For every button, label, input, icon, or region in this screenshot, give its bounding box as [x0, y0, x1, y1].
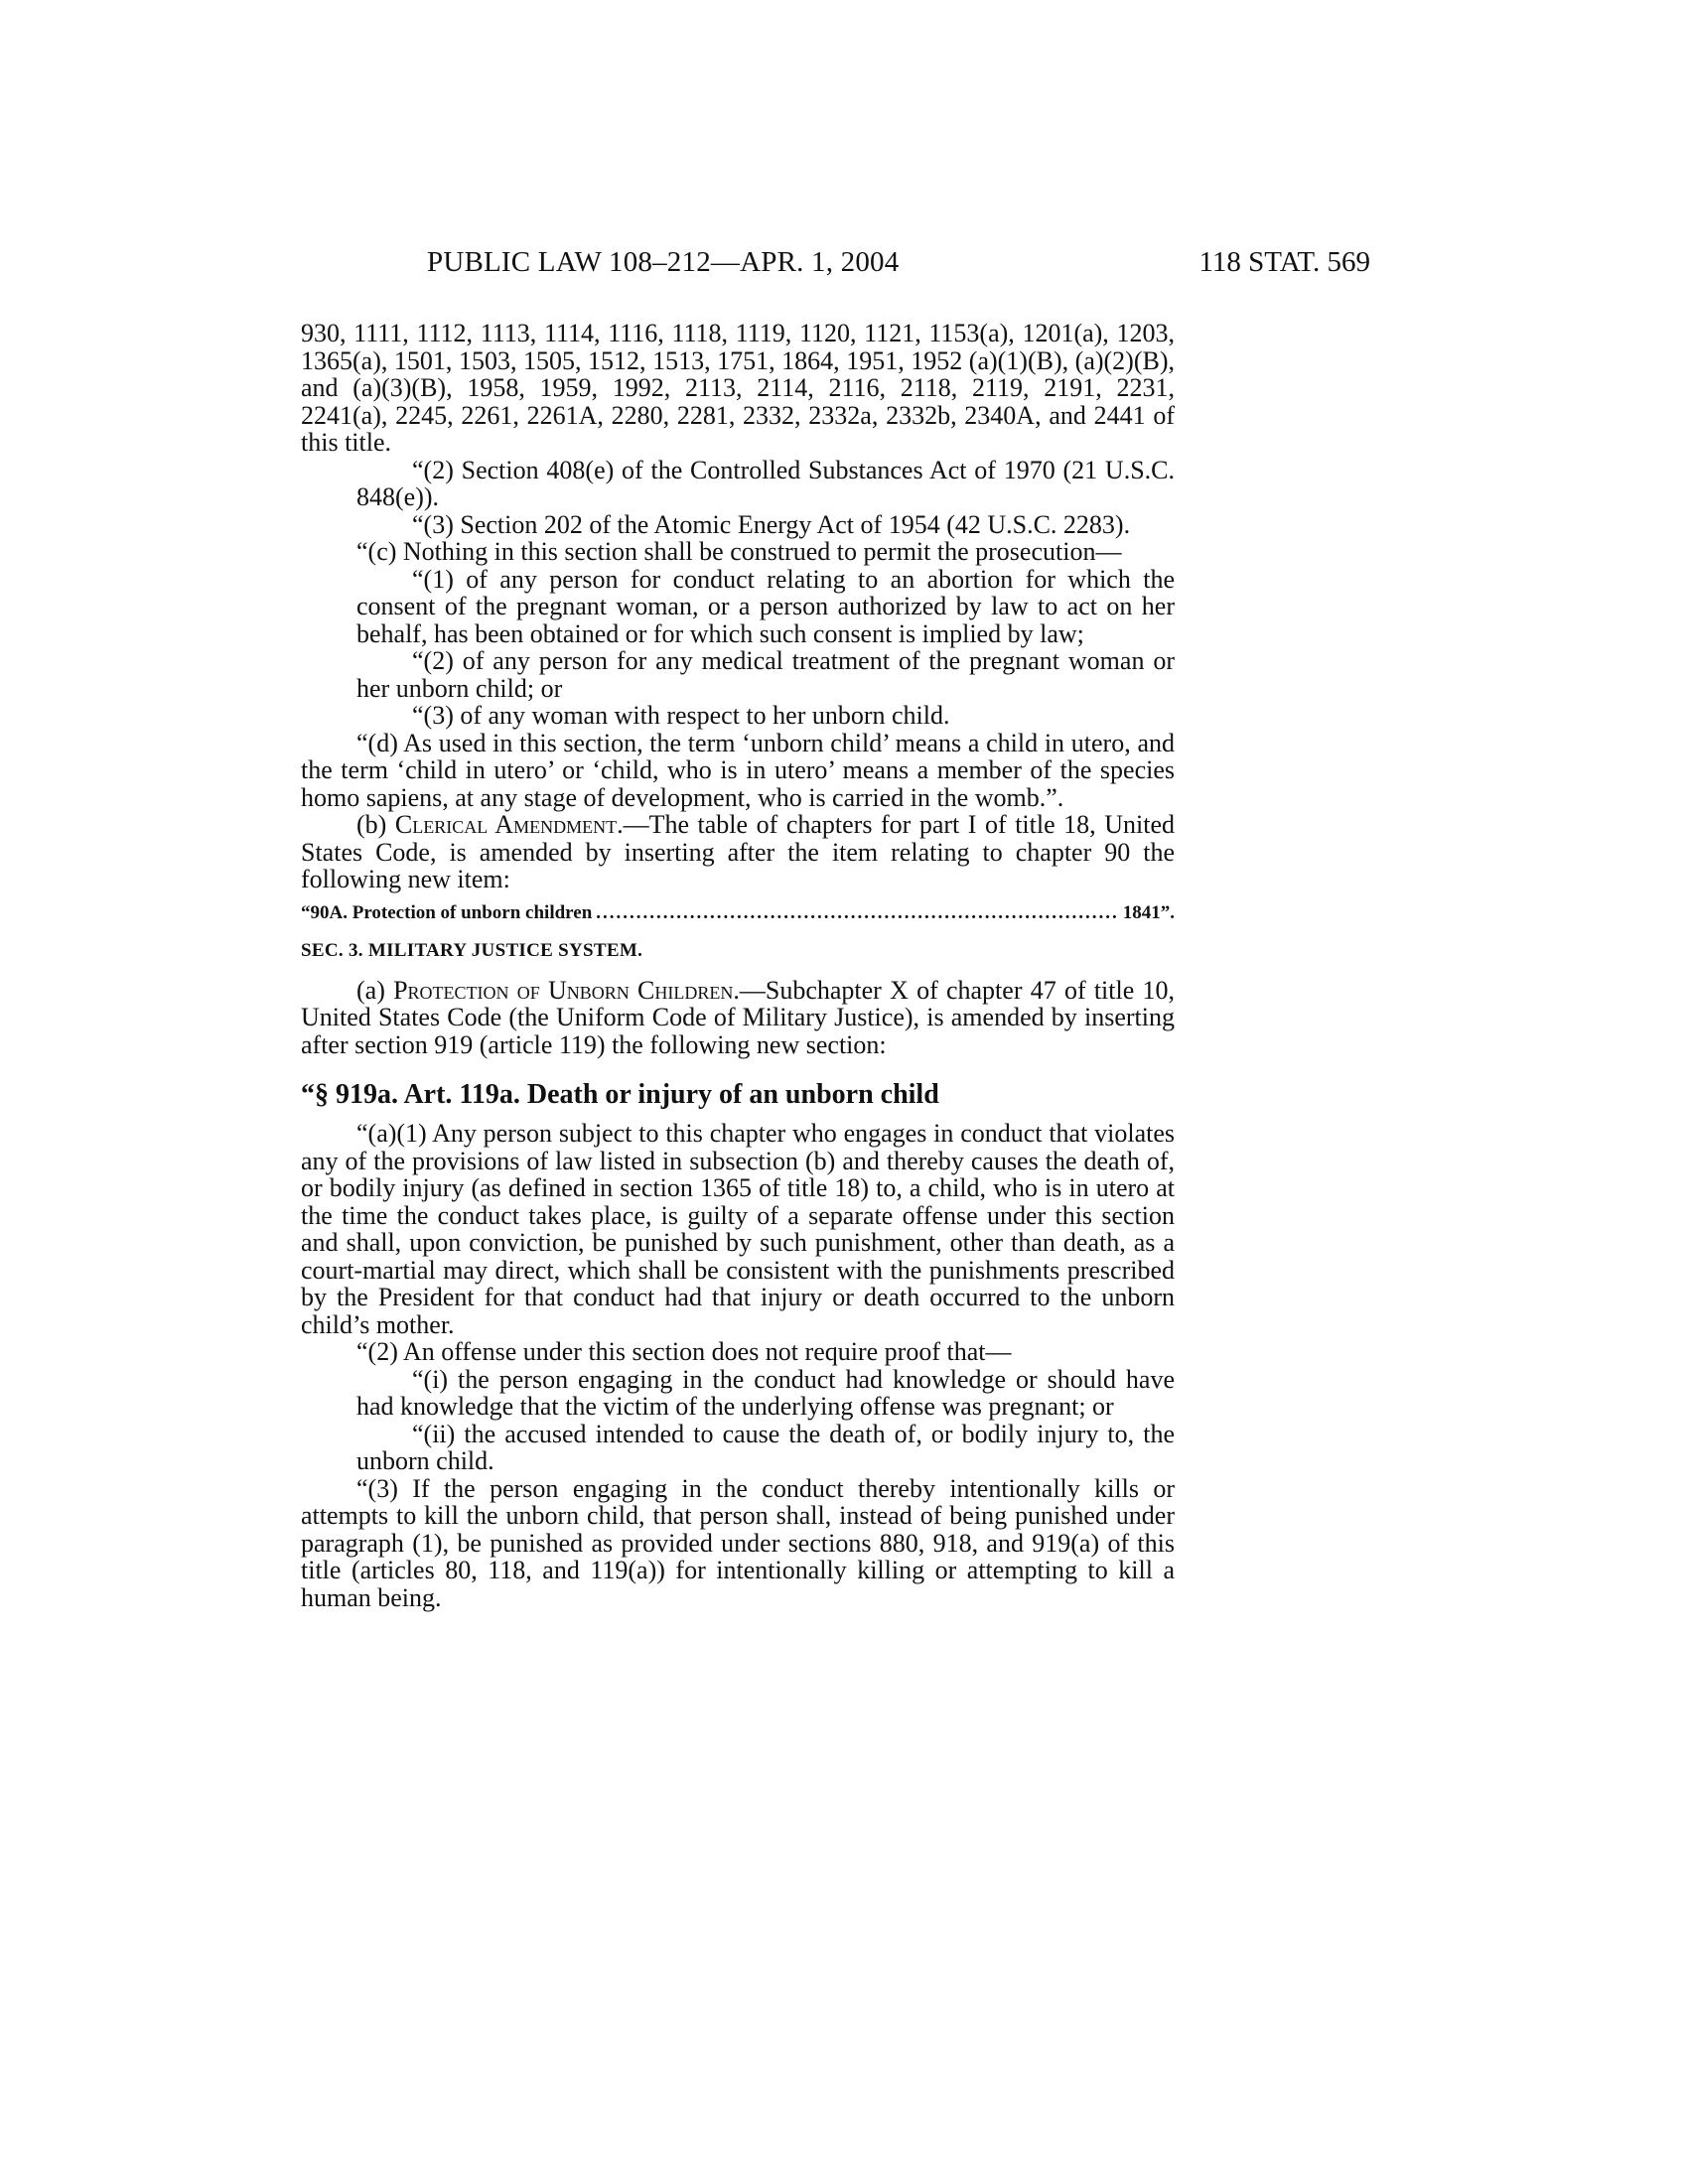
paragraph-c1: “(1) of any person for conduct relating to an abortion for which the consent of the pregnant woman, or a person authorized by law to act on her behalf, has been obtained or for which such consent is implied by law; [356, 564, 1175, 648]
paragraph-c: “(c) Nothing in this section shall be construed to permit the prosecution— [356, 537, 1122, 566]
article-heading: “§ 919a. Art. 119a. Death or injury of an unborn child [301, 1079, 939, 1110]
section-heading: SEC. 3. MILITARY JUSTICE SYSTEM. [301, 939, 643, 961]
paragraph-a2: “(2) An offense under this section does not require proof that— [356, 1337, 1012, 1366]
paragraph-a1: “(a)(1) Any person subject to this chapter who engages in conduct that violates any of the provisions of law listed in subsection (b) and thereby causes the death of, or bodily injury (as defined in section 1365 of title 18) to, a child, who is in utero at the time the conduct takes place, is guilty of a separate offense under this section and shall, upon conviction, be punished by such punishment, other than death, as a court-martial may direct, which shall be consistent with the punishments prescribed by the President for that conduct had that injury or death occurred to the unborn child’s mother. [301, 1119, 1175, 1339]
toc-item [301, 901, 1175, 925]
list-continuation: 930, 1111, 1112, 1113, 1114, 1116, 1118, 1119, 1120, 1121, 1153(a), 1201(a), 1203, 1365(a), 1501, 1503, 1505, 1512, 1513, 1751, 1864, 1951, 1952 (a)(1)(B), (a)(2)(B), and (a)(3)(B), 1958, 1959, 1992, 2113, 2114, 2116, 2118, 2119, 2191, 2231, 2241(a), 2245, 2261, 2261A, 2280, 2281, 2332, 2332a, 2332b, 2340A, and 2441 of this title. [301, 319, 1175, 457]
clerical-heading: Clerical Amendment [394, 810, 618, 839]
clerical-amendment [301, 811, 1175, 893]
paragraph-sec3-a [301, 977, 1175, 1059]
sec3-a-prefix: (a) [356, 975, 394, 1005]
clerical-text: .—The table of chapters for part I of title 18, United States Code, is amended by inserting after the item relating to chapter 90 the following new item: [301, 810, 1175, 893]
paragraph-c3: “(3) of any woman with respect to her unborn child. [412, 701, 950, 730]
page-header [427, 246, 1370, 286]
paragraph-b2: “(2) Section 408(e) of the Controlled Substances Act of 1970 (21 U.S.C. 848(e)). [356, 455, 1175, 511]
paragraph-b3: “(3) Section 202 of the Atomic Energy Act of 1954 (42 U.S.C. 2283). [412, 509, 1131, 539]
toc-page: 1841”. [1122, 901, 1175, 923]
page-body [301, 320, 1175, 1611]
running-title: PUBLIC LAW 108–212—APR. 1, 2004 [427, 246, 900, 278]
toc-dot-leader [596, 901, 1118, 925]
sec3-a-text: .—Subchapter X of chapter 47 of title 10, United States Code (the Uniform Code of Military Justice), is amended by inserting after section 919 (article 119) the following new section: [301, 975, 1175, 1059]
paragraph-d: “(d) As used in this section, the term ‘unborn child’ means a child in utero, and the term ‘child in utero’ or ‘child, who is in utero’ means a member of the species homo sapiens, at any stage of development, who is carried in the womb.”. [301, 728, 1175, 812]
paragraph-a3: “(3) If the person engaging in the conduct thereby intentionally kills or attempts to kill the unborn child, that person shall, instead of being punished under paragraph (1), be punished as provided under sections 880, 918, and 919(a) of this title (articles 80, 118, and 119(a)) for intentionally killing or attempting to kill a human being. [301, 1473, 1175, 1612]
stat-page-number: 118 STAT. 569 [1198, 246, 1370, 278]
paragraph-c2: “(2) of any person for any medical treatment of the pregnant woman or her unborn child; or [356, 646, 1175, 703]
paragraph-a2i: “(i) the person engaging in the conduct had knowledge or should have had knowledge that the victim of the underlying offense was pregnant; or [356, 1364, 1175, 1421]
paragraph-a2ii: “(ii) the accused intended to cause the death of, or bodily injury to, the unborn child. [356, 1419, 1175, 1475]
clerical-prefix: (b) [356, 810, 395, 839]
toc-label: “90A. Protection of unborn children [301, 901, 593, 923]
sec3-a-heading: Protection of Unborn Children [393, 975, 734, 1005]
